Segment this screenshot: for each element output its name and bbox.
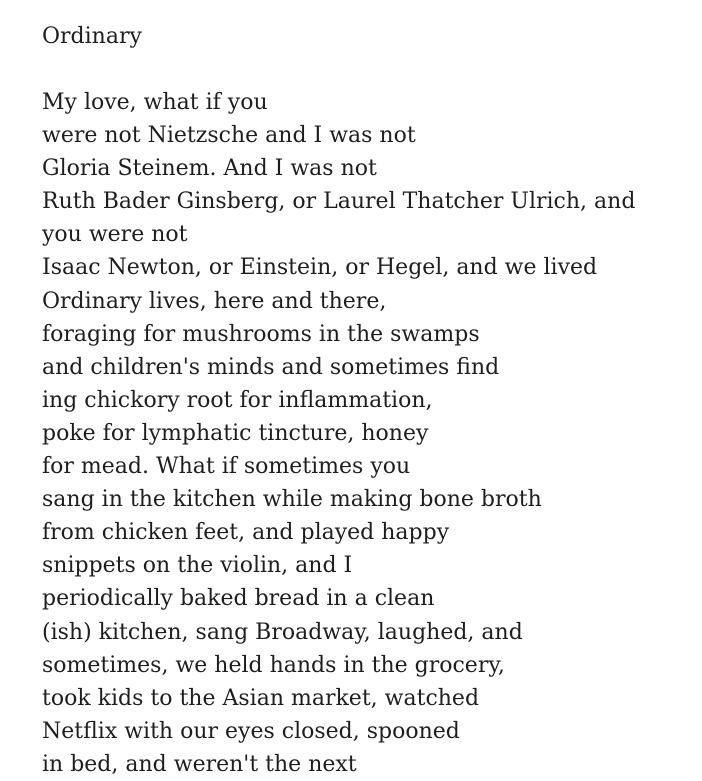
poem-line: for mead. What if sometimes you <box>42 454 411 480</box>
poem-document <box>42 20 682 777</box>
poem-line: periodically baked bread in a clean <box>42 586 435 612</box>
poem-line: from chicken feet, and played happy <box>42 520 450 546</box>
poem-line: Ruth Bader Ginsberg, or Laurel Thatcher Ulrich, and <box>42 189 636 215</box>
poem-line: you were not <box>42 222 188 248</box>
poem-line: (ish) kitchen, sang Broadway, laughed, and <box>42 619 523 645</box>
poem-line: My love, what if you <box>42 90 268 115</box>
poem-line: Netflix with our eyes closed, spooned <box>42 718 460 744</box>
poem-line: and children's minds and sometimes find <box>42 354 500 380</box>
poem-line: in bed, and weren't the next <box>42 751 357 777</box>
poem-line: Gloria Steinem. And I was not <box>42 156 377 182</box>
poem-line: snippets on the violin, and I <box>42 553 353 579</box>
poem-line: were not Nietzsche and I was not <box>42 123 416 149</box>
poem-line: Ordinary lives, here and there, <box>42 288 387 314</box>
poem-line: poke for lymphatic tincture, honey <box>42 420 429 446</box>
poem-line: foraging for mushrooms in the swamps <box>42 321 480 347</box>
poem-line: took kids to the Asian market, watched <box>42 685 480 711</box>
poem-title: Ordinary <box>42 24 142 49</box>
poem-stanza <box>42 86 635 781</box>
poem-line: ing chickory root for inflammation, <box>42 387 433 413</box>
poem-line: sometimes, we held hands in the grocery, <box>42 652 505 678</box>
poem-line: sang in the kitchen while making bone broth <box>42 487 542 513</box>
poem-line: Isaac Newton, or Einstein, or Hegel, and we lived <box>42 255 598 281</box>
